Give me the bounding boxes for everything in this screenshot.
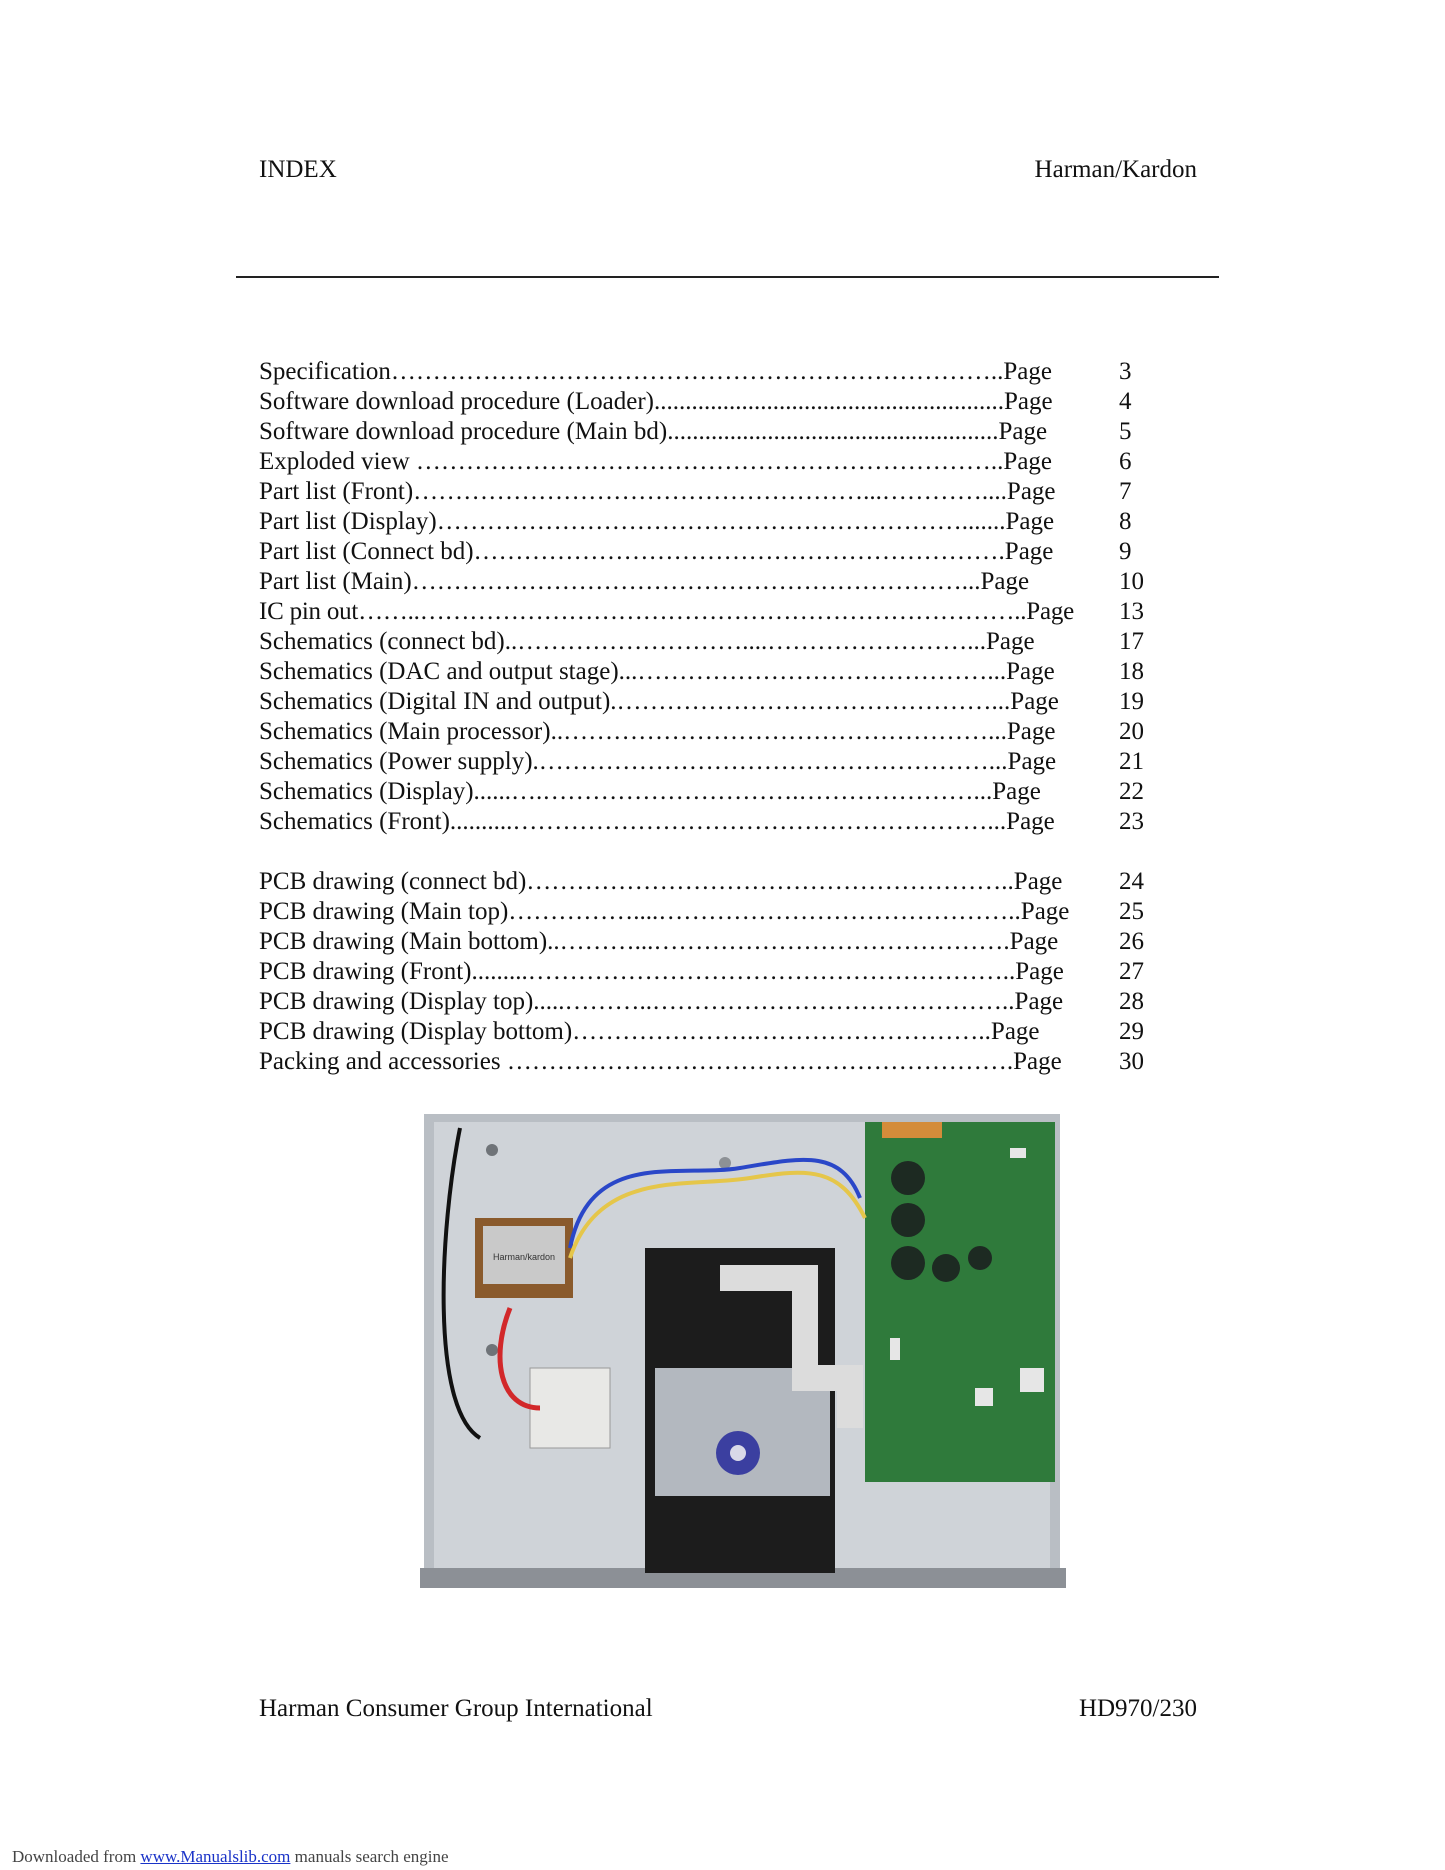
toc-entry-page: 8: [1119, 508, 1132, 535]
toc-entry-page: 5: [1119, 418, 1132, 445]
toc-entry-title: PCB drawing (Display top).....………..……………………………………..Page: [259, 988, 1064, 1015]
header-divider: [236, 276, 1219, 278]
toc-entry-page: 10: [1119, 568, 1144, 595]
transformer-label: Harman/kardon: [492, 1252, 556, 1262]
toc-entry: [259, 417, 1159, 447]
toc-entry-title: Schematics (Main processor)..……………………………………………...Page: [259, 718, 1056, 745]
toc-entry-page: 4: [1119, 388, 1132, 415]
spindle-hub: [730, 1445, 746, 1461]
manualslib-link[interactable]: www.Manualslib.com: [140, 1847, 291, 1866]
toc-entry: [259, 627, 1159, 657]
toc-entry-title: PCB drawing (connect bd)…………………………………………………..Page: [259, 868, 1063, 895]
toc-entry-title: Software download procedure (Main bd).....................................................Page: [259, 418, 1048, 445]
toc-entry-title: Part list (Main)…………………………………………………………...Page: [259, 568, 1030, 595]
toc-entry-page: 27: [1119, 958, 1144, 985]
toc-entry-page: 30: [1119, 1048, 1144, 1075]
toc-entry-page: 17: [1119, 628, 1144, 655]
toc-entry-title: Packing and accessories …………………………………………………….Page: [259, 1048, 1062, 1075]
toc-entry: [259, 507, 1159, 537]
toc-entry-page: 23: [1119, 808, 1144, 835]
toc-group-gap: [259, 837, 1159, 867]
toc-entry-title: PCB drawing (Main bottom)..………...…………………………………….Page: [259, 928, 1059, 955]
toc-entry-title: Schematics (Digital IN and output).………………………………………...Page: [259, 688, 1059, 715]
toc-entry-page: 3: [1119, 358, 1132, 385]
toc-entry: [259, 717, 1159, 747]
toc-entry-title: Exploded view ……………………………………………………………..Page: [259, 448, 1053, 475]
toc-entry-page: 25: [1119, 898, 1144, 925]
toc-entry-title: Schematics (Front)..........…………………………………………………...Page: [259, 808, 1055, 835]
screw: [486, 1144, 498, 1156]
source-suffix: manuals search engine: [290, 1847, 449, 1866]
toc-entry-title: Software download procedure (Loader)........................................................Page: [259, 388, 1053, 415]
toc-entry: [259, 1017, 1159, 1047]
index-heading: INDEX: [259, 156, 337, 183]
toc-entry: [259, 477, 1159, 507]
toc-entry: [259, 567, 1159, 597]
toc-entry: [259, 807, 1159, 837]
toc-entry: [259, 777, 1159, 807]
toc-entry-title: Part list (Connect bd)……………………………………………………….Page: [259, 538, 1054, 565]
toc-entry-title: Part list (Front)………………………………………………...…………....Page: [259, 478, 1056, 505]
brand-heading: Harman/Kardon: [1034, 156, 1197, 183]
toc-entry-page: 7: [1119, 478, 1132, 505]
screw: [486, 1344, 498, 1356]
download-source: [12, 1847, 449, 1867]
toc-entry-page: 26: [1119, 928, 1144, 955]
toc-entry-page: 18: [1119, 658, 1144, 685]
toc-entry-page: 24: [1119, 868, 1144, 895]
footer-model: HD970/230: [1078, 1695, 1197, 1722]
toc-entry-title: Part list (Display)……………………………………………………….......Page: [259, 508, 1055, 535]
toc-entry-page: 6: [1119, 448, 1132, 475]
toc-entry: [259, 357, 1159, 387]
toc-entry-title: PCB drawing (Main top)……………....……………………………………..Page: [259, 898, 1070, 925]
screw: [719, 1157, 731, 1169]
toc-entry-page: 19: [1119, 688, 1144, 715]
toc-entry: [259, 657, 1159, 687]
toc-entry-page: 9: [1119, 538, 1132, 565]
toc-entry-title: Schematics (Display)......….………………………….…………………...Page: [259, 778, 1041, 805]
toc-entry-page: 20: [1119, 718, 1144, 745]
footer-company: Harman Consumer Group International: [259, 1695, 653, 1722]
toc-entry: [259, 957, 1159, 987]
table-of-contents: [259, 357, 1159, 1077]
power-supply-board: [530, 1368, 610, 1448]
product-interior-photo: [420, 1108, 1066, 1590]
toc-entry: [259, 537, 1159, 567]
toc-entry: [259, 987, 1159, 1017]
source-prefix: Downloaded from: [12, 1847, 141, 1866]
rca-jacks: [882, 1122, 942, 1138]
toc-entry-title: Specification………………………………………………………………..Page: [259, 358, 1052, 385]
toc-group-pcb: [259, 867, 1159, 1077]
toc-entry: [259, 747, 1159, 777]
toc-entry: [259, 687, 1159, 717]
toc-entry-page: 13: [1119, 598, 1144, 625]
toc-entry-title: Schematics (connect bd)..………………………....……………………...Page: [259, 628, 1035, 655]
toc-entry-page: 22: [1119, 778, 1144, 805]
toc-entry-page: 28: [1119, 988, 1144, 1015]
toc-entry: [259, 447, 1159, 477]
toc-entry: [259, 387, 1159, 417]
toc-entry: [259, 597, 1159, 627]
toc-entry-title: Schematics (DAC and output stage)...……………………………………...Page: [259, 658, 1055, 685]
toc-entry: [259, 1047, 1159, 1077]
toc-entry-title: PCB drawing (Display bottom)………………….………………………..Page: [259, 1018, 1040, 1045]
toc-entry-title: IC pin out……..………………………………………………………………..Page: [259, 598, 1074, 625]
toc-entry-page: 29: [1119, 1018, 1144, 1045]
toc-entry: [259, 867, 1159, 897]
toc-entry: [259, 927, 1159, 957]
toc-entry-page: 21: [1119, 748, 1144, 775]
toc-group-main: [259, 357, 1159, 837]
toc-entry: [259, 897, 1159, 927]
toc-entry-title: Schematics (Power supply).………………………………………………...Page: [259, 748, 1057, 775]
toc-entry-title: PCB drawing (Front).........…………………………………………………..Page: [259, 958, 1064, 985]
